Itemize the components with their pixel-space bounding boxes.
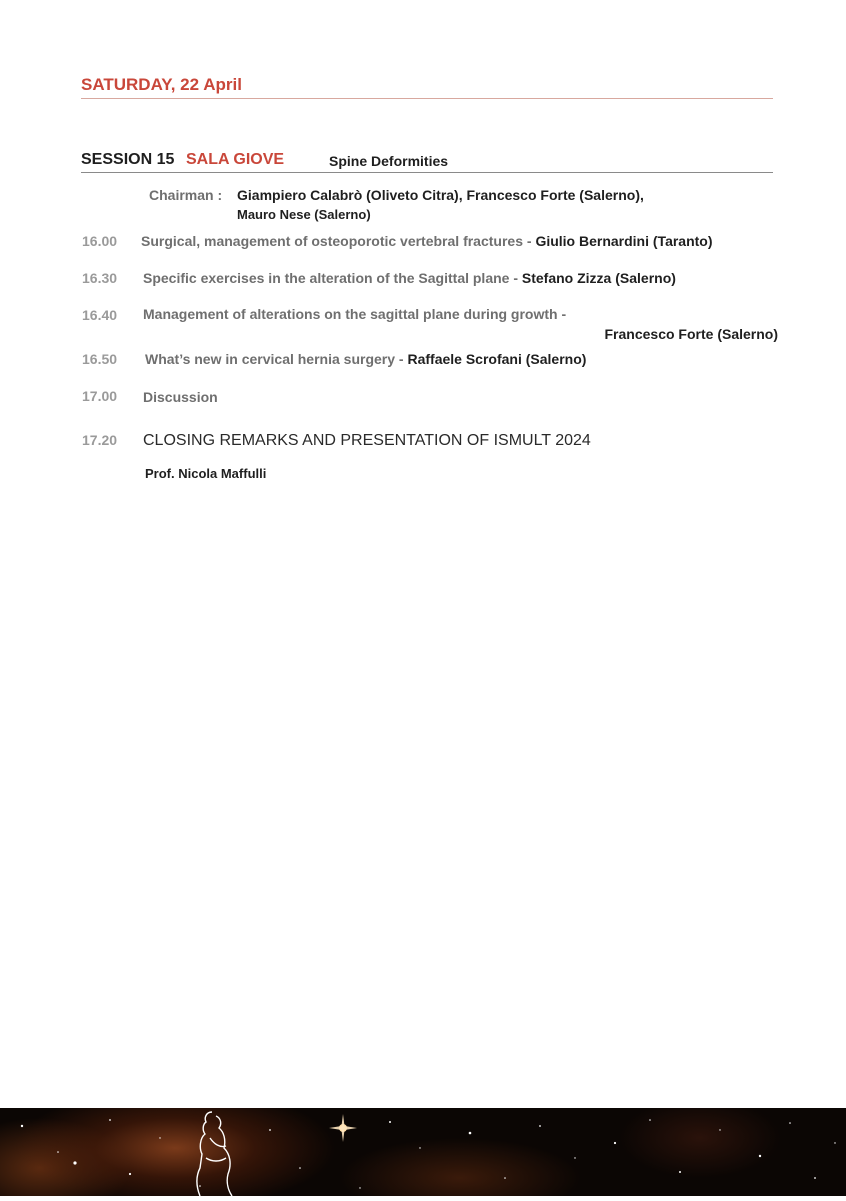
program-item — [143, 270, 676, 288]
program-speaker: Stefano Zizza (Salerno) — [521, 270, 676, 286]
session-divider — [81, 172, 773, 173]
program-title: Specific exercises in the alteration of the Sagittal plane - — [143, 270, 522, 286]
program-title: Management of alterations on the sagittal plane during growth - — [143, 306, 567, 322]
closing-speaker: Prof. Nicola Maffulli — [145, 466, 267, 481]
program-time: 16.50 — [82, 351, 118, 367]
program-speaker: Giulio Bernardini (Taranto) — [535, 233, 713, 249]
statue-icon — [197, 1112, 232, 1196]
closing-time: 17.20 — [82, 432, 118, 448]
bright-star-icon — [329, 1114, 357, 1142]
program-title: Discussion — [143, 389, 218, 405]
session-topic: Spine Deformities — [329, 153, 449, 169]
program-title: Surgical, management of osteoporotic vertebral fractures - — [141, 233, 536, 249]
chairman-names-line-2: Mauro Nese (Salerno) — [237, 207, 371, 222]
program-speaker: Francesco Forte (Salerno) — [604, 326, 778, 342]
session-room: SALA GIOVE — [186, 151, 285, 168]
program-item — [141, 233, 713, 251]
chairman-label: Chairman : — [149, 187, 223, 203]
session-label: SESSION 15 — [81, 151, 175, 168]
starfield-graphic — [0, 1108, 846, 1196]
program-time: 16.40 — [82, 307, 118, 323]
day-title: SATURDAY, 22 April — [81, 75, 242, 94]
program-title: What’s new in cervical hernia surgery - — [145, 351, 408, 367]
program-time: 16.30 — [82, 270, 118, 286]
program-item — [145, 351, 586, 369]
chairman-names-line-1: Giampiero Calabrò (Oliveto Citra), Francesco Forte (Salerno), — [237, 187, 644, 203]
day-divider — [81, 98, 773, 99]
program-time: 17.00 — [82, 388, 118, 404]
program-speaker: Raffaele Scrofani (Salerno) — [407, 351, 587, 367]
program-time: 16.00 — [82, 233, 118, 249]
closing-title: CLOSING REMARKS AND PRESENTATION OF ISMULT 2024 — [143, 432, 591, 449]
footer-starfield-banner — [0, 1108, 846, 1196]
